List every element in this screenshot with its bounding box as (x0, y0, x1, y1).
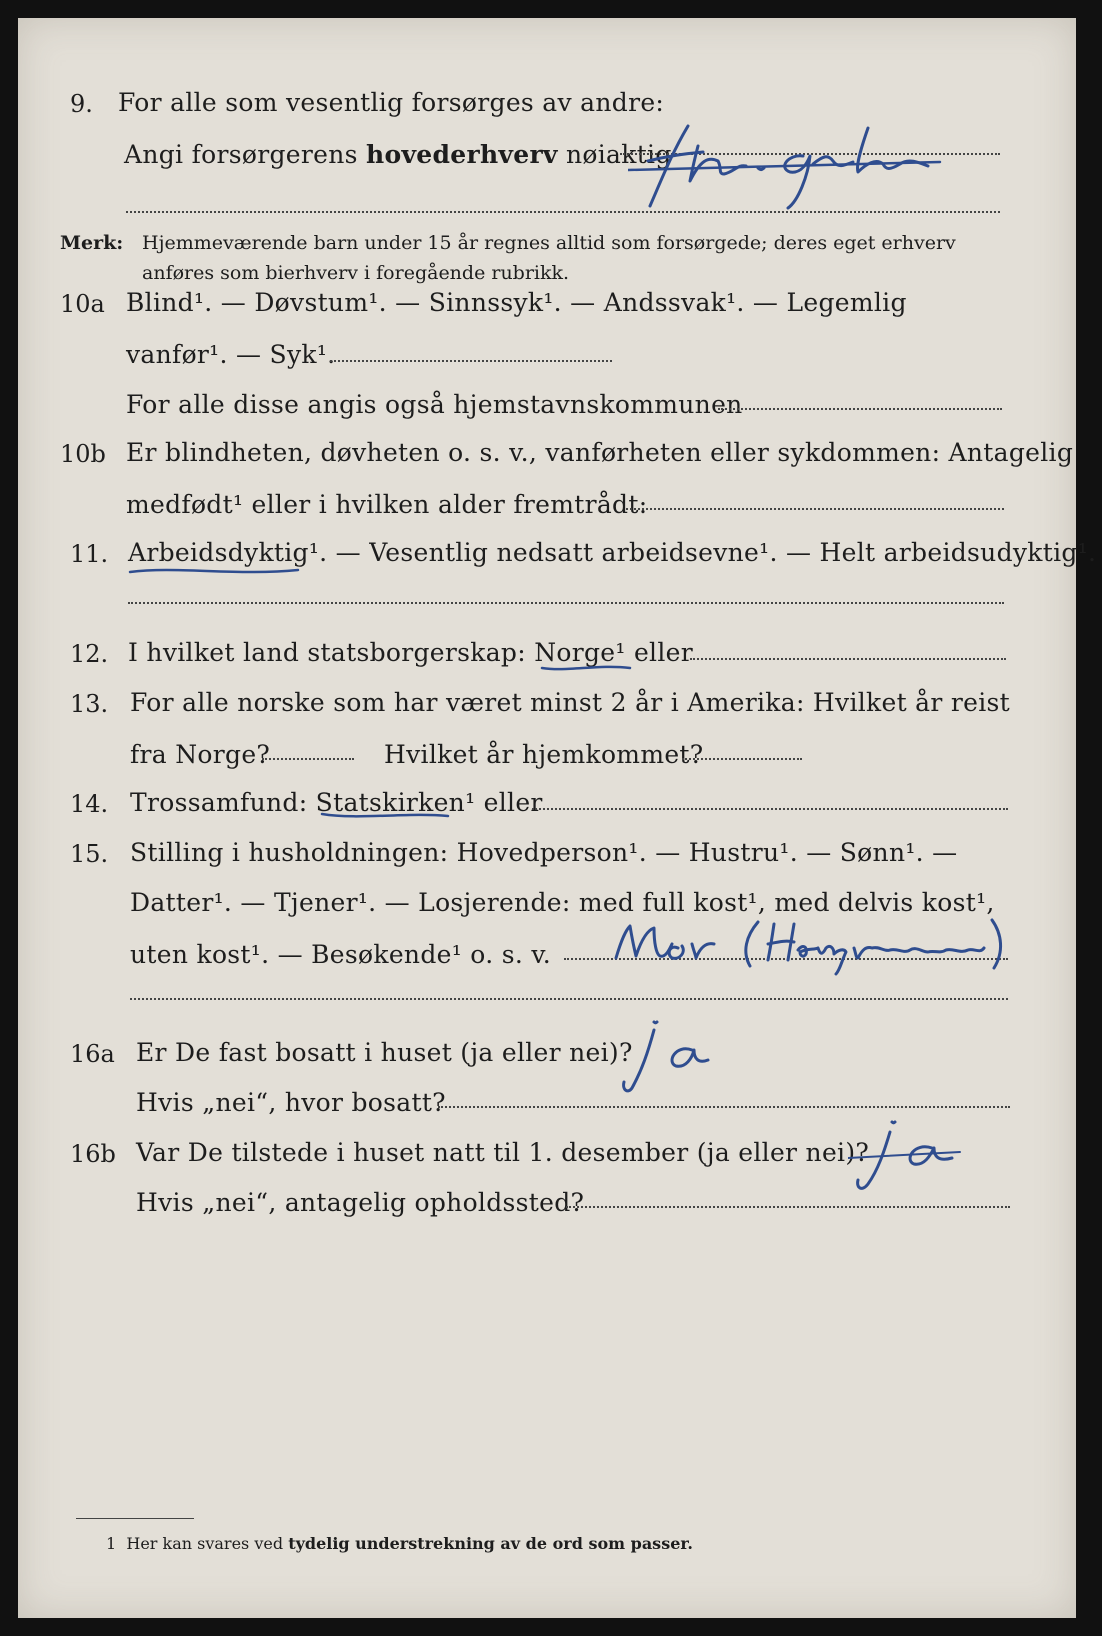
footnote (106, 1534, 693, 1553)
q16b-answer-handwriting (848, 1118, 968, 1198)
q12-line1: I hvilket land statsborgerskap: Norge¹ eller (128, 638, 693, 667)
merk-label: Merk: (60, 232, 124, 254)
merk-line2: anføres som bierhverv i foregående rubrikk. (142, 262, 570, 284)
q15-extra-line (130, 998, 1008, 1000)
q15-answer-handwriting (608, 908, 1008, 978)
q9-line1: For alle som vesentlig forsørges av andre: (118, 88, 665, 117)
q10b-alder-line (626, 508, 1004, 510)
q10a-line2: vanfør¹. — Syk¹. (126, 340, 336, 369)
q16b-number: 16b (70, 1140, 116, 1168)
footnote-bold: tydelig understrekning av de ord som passer. (288, 1534, 693, 1553)
form-page (18, 18, 1097, 1618)
q10b-line2: medfødt¹ eller i hvilken alder fremtrådt: (126, 490, 648, 519)
q10a-line3: For alle disse angis også hjemstavnskommunen (126, 390, 743, 419)
q13-line2b: Hvilket år hjemkommet? (384, 740, 704, 769)
footnote-pre: Her kan svares ved (126, 1534, 289, 1553)
q15-number: 15. (70, 840, 109, 868)
q9-line2 (124, 140, 672, 169)
q16b-line2: Hvis „nei“, antagelig opholdssted? (136, 1188, 585, 1217)
q15-line3: uten kost¹. — Besøkende¹ o. s. v. (130, 940, 552, 969)
q16a-line1: Er De fast bosatt i huset (ja eller nei)? (136, 1038, 633, 1067)
q10b-number: 10b (60, 440, 106, 468)
q12-land-line (690, 658, 1006, 660)
q9-line2-post: nøiaktig (557, 140, 672, 169)
q16b-line1: Var De tilstede i huset natt til 1. desember (ja eller nei)? (136, 1138, 870, 1167)
q11-extra-line (128, 602, 1004, 604)
q16a-bosatt-line (438, 1106, 1010, 1108)
q15-line2: Datter¹. — Tjener¹. — Losjerende: med full kost¹, med delvis kost¹, (130, 888, 995, 917)
q12-number: 12. (70, 640, 109, 668)
q10b-line1: Er blindheten, døvheten o. s. v., vanførheten eller sykdommen: Antagelig (126, 438, 1074, 467)
q9-line2-bold: hovederhverv (366, 140, 558, 169)
q9-number: 9. (70, 90, 93, 118)
q14-line1: Trossamfund: Statskirken¹ eller (130, 788, 543, 817)
q11-line1: Arbeidsdyktig¹. — Vesentlig nedsatt arbeidsevne¹. — Helt arbeidsudyktig¹. (128, 538, 1097, 567)
q13-hjemkommet-line (682, 758, 802, 760)
q13-reist-line (262, 758, 354, 760)
q11-number: 11. (70, 540, 109, 568)
footnote-mark: 1 (106, 1534, 117, 1553)
merk-line1: Hjemmeværende barn under 15 år regnes alltid som forsørgede; deres eget erhverv (142, 232, 956, 254)
q16b-opholdssted-line (566, 1206, 1010, 1208)
q13-number: 13. (70, 690, 109, 718)
q11-underline-mark (126, 562, 306, 582)
q16a-answer-handwriting (614, 1018, 724, 1098)
q12-underline-mark (538, 658, 638, 678)
q14-underline-mark (318, 806, 458, 826)
q10a-kommune-line (718, 408, 1002, 410)
q9-answer-handwriting (628, 106, 948, 216)
q13-line2a: fra Norge? (130, 740, 271, 769)
q9-line2-pre: Angi forsørgerens (124, 140, 367, 169)
q14-number: 14. (70, 790, 109, 818)
q10a-line1: Blind¹. — Døvstum¹. — Sinnssyk¹. — Andssvak¹. — Legemlig (126, 288, 907, 317)
q14-trossamfund-line (532, 808, 1008, 810)
q16a-line2: Hvis „nei“, hvor bosatt? (136, 1088, 446, 1117)
q13-line1: For alle norske som har været minst 2 år i Amerika: Hvilket år reist (130, 688, 1011, 717)
q10a-number: 10a (60, 290, 105, 318)
q15-line1: Stilling i husholdningen: Hovedperson¹. — Hustru¹. — Sønn¹. — (130, 838, 958, 867)
footnote-rule (76, 1518, 194, 1519)
q16a-number: 16a (70, 1040, 115, 1068)
q10a-syk-line (330, 360, 612, 362)
q9-extra-line (126, 211, 1000, 213)
